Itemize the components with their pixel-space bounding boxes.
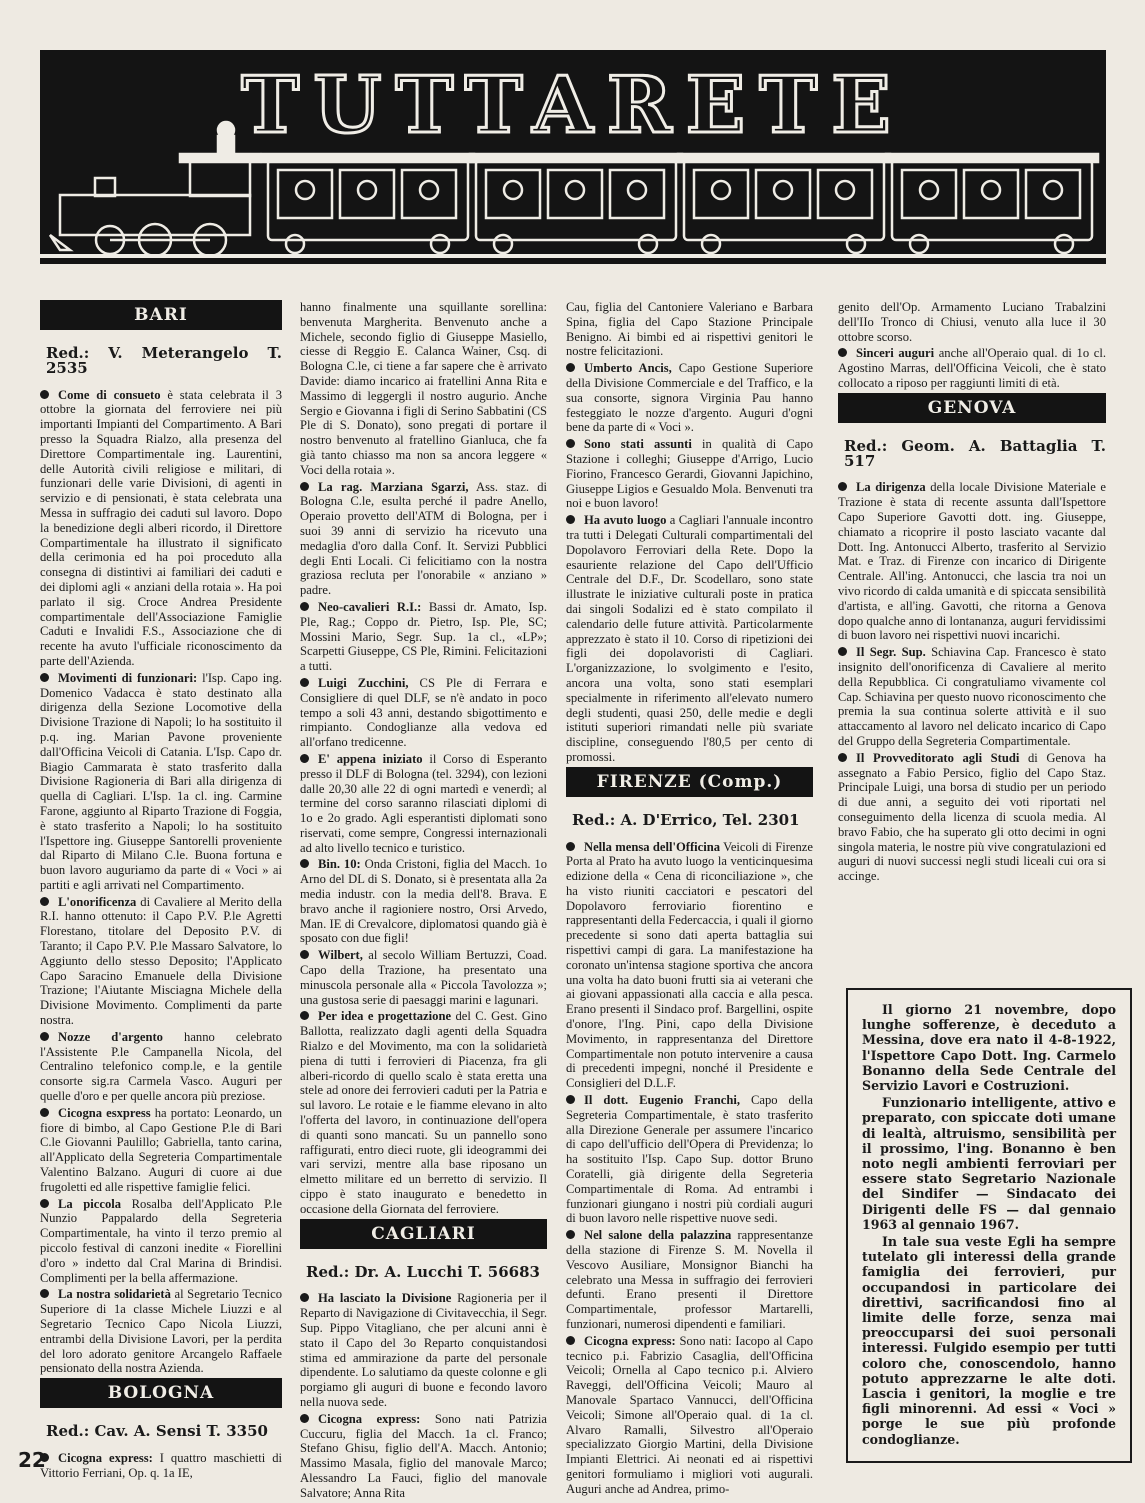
bullet-icon [40, 897, 49, 906]
section-editor-line: Red.: Geom. A. Battaglia T. 517 [844, 436, 1106, 470]
article-text: di Genova ha assegnato a Fabio Persico, figlio del Capo Staz. Principale Luigi, una borsa di studio per un periodo di due anni, a seguito dei voti riportati nel conseguimento della licenza di scuola media. Al bravo Fabio, che ha superato gli otto decimi in ogni singola materia, le nostre più vive congratulazioni ed auguri di nuovi successi negli studi liceali cui ora si accinge. [838, 750, 1106, 884]
article-text: di Cavaliere al Merito della R.I. hanno ottenuto: il Capo P.V. P.le Agretti Florestano, titolare del Deposito P.V. di Taranto; il Capo P.V. P.le Massaro Salvatore, lo Aggiunto dello stesso Deposito; l'Applicato Capo Saracino Emanuele della Divisione Trazione; l'Aiutante Misciagna Michele della Divisione Movimento. Complimenti da parte nostra. [40, 894, 282, 1028]
bullet-icon [838, 647, 847, 656]
obituary-paragraph: In tale sua veste Egli ha sempre tutelato gli interessi della grande famiglia dei ferrovieri, pur occupandosi in particolare dei direttivi, sacrificandosi fino al limite delle forze, senza mai preoccuparsi dei suoi personali interessi. Fulgido esempio per tutti coloro che, conoscendolo, hanno potuto apprezzarne le alte doti. Lascia i genitori, la moglie e tre figli minorenni. Ad essi « Voci » porge le sue più profonde condoglianze. [862, 1234, 1116, 1447]
article-lead: Cicogna esxpress [58, 1105, 151, 1120]
article-lead: Umberto Ancis, [584, 361, 672, 376]
article-lead: Cicogna express: [318, 1411, 421, 1426]
masthead [40, 50, 1106, 264]
article-text: genito dell'Op. Armamento Luciano Trabalzini dell'IIo Tronco di Chiusi, venuto alla luce il 30 ottobre scorso. [838, 300, 1106, 344]
article-paragraph [566, 513, 813, 765]
bullet-icon [300, 1293, 309, 1302]
article-text: Capo Gestione Superiore della Divisione Commerciale e del Traffico, e la sua consorte, signora Virginia Pau hanno festeggiato le nozze d'argento. Auguri d'ogni bene da parte di « Voci ». [566, 361, 813, 435]
article-paragraph [300, 300, 547, 478]
article-lead: Nozze d'argento [58, 1029, 163, 1044]
bullet-icon [566, 439, 575, 448]
bullet-icon [300, 1011, 309, 1020]
article-lead: E' appena iniziato [318, 751, 423, 766]
section-editor-line: Red.: V. Meterangelo T. 2535 [46, 344, 282, 377]
bullet-icon [566, 842, 575, 851]
article-lead: Nel salone della palazzina [584, 1228, 732, 1243]
article-paragraph [838, 300, 1106, 344]
article-lead: Nella mensa dell'Officina [584, 839, 721, 854]
article-text: Sono nati: Iacopo al Capo tecnico p.i. Fabrizio Casaglia, dell'Officina Veicoli; Ornella al Capo tecnico p.i. Alviero Raveggi, dell'Officina Veicoli; Mauro al Manovale Spartaco Vannucci, dell'Officina Veicoli; Simone all'Operaio qual. di 1a cl. Alvaro Ramalli, Silvestro all'Operaio specializzato Giorgio Martini, della Divisione Impianti Elettrici. Ai neonati ed ai rispettivi genitori formuliamo i migliori voti augurali. Auguri anche ad Andrea, primo- [566, 1333, 813, 1496]
bullet-icon [40, 1199, 49, 1208]
article-text: hanno finalmente una squillante sorellina: benvenuta Margherita. Benvenuto anche a Michele, secondo figlio di Giuseppe Masiello, ciesse di Reggio E. Calanca Wainer, Csq. di Bologna C.le, ci tiene a far sapere che è arrivato Davide: diamo incarico ai fratellini Anna Rita e Massimo di leggergli il nostro augurio. Anche Sergio e Giovanna i figli di Serino Sabbatini (CS Ple di S. Donato), sono pregati di portare il nostro benvenuto al fratellino Gianluca, che fa già tanto chiasso ma non sa ancora leggere « Voci della rotaia ». [300, 300, 547, 477]
bullet-icon [300, 754, 309, 763]
article-paragraph [566, 1334, 813, 1497]
article-text: è stata celebrata il 3 ottobre la giornata del ferroviere nei più importanti Impianti del Compartimento. A Bari presso la Squadra Rialzo, alla presenza del Direttore Compartimentale ing. Laurentini, delle Autorità civili religiose e militari, di funzionari delle varie Divisioni, di agenti in servizio e di pensionati, è stata celebrata una Messa in suffragio dei caduti sul lavoro. Dopo la benedizione degli alberi ricordo, il Direttore Compartimentale ha illustrato il significato della cerimonia ed ha poi proceduto alla consegna di distintivi ai familiari dei caduti e dei diplomi agli « anziani della rotaia ». Ha poi parlato il sig. Croce Andrea Presidente compartimentale dell'Associazione Famiglie Caduti e Invalidi F.S., Associazione che di recente ha avuto l'ufficiale riconoscimento da parte dell'Azienda. [40, 387, 282, 668]
bullet-icon [566, 1230, 575, 1239]
bullet-icon [300, 859, 309, 868]
article-lead: La piccola [58, 1196, 122, 1211]
article-paragraph [40, 1030, 282, 1104]
article-lead: Cicogna express: [584, 1333, 676, 1348]
article-text: Capo della Segreteria Compartimentale, è stato trasferito alla Direzione Generale per assumere l'incarico di capo dell'ufficio dell'Opera di Previdenza; lo ha sostituito l'Isp. Capo Sup. dottor Bruno Coratelli, già dirigente della Segreteria Compartimentale di Roma. Ad entrambi i funzionari giungano i nostri più cordiali auguri di buon lavoro nelle rispettive nuove sedi. [566, 1093, 813, 1226]
bullet-icon [300, 950, 309, 959]
article-text: rappresentanze della stazione di Firenze S. M. Novella il Vescovo Ausiliare, Monsignor Bianchi ha celebrato una Messa in suffragio dei ferrovieri defunti. Erano presenti il Direttore Compartimentale, professor Martarelli, funzionari, numerosi dipendenti e familiari. [566, 1228, 813, 1331]
section-heading: FIRENZE (Comp.) [566, 767, 813, 797]
article-text: al Segretario Tecnico Superiore di 1a classe Michele Liuzzi e al Segretario Tecnico Capo Nicola Liuzzi, entrambi della Divisione Lavori, per la perdita del loro adorato genitore Arcangelo Raffaele pensionato della nostra Azienda. [40, 1287, 282, 1376]
article-text: Veicoli di Firenze Porta al Prato ha avuto luogo la venticinquesima edizione della « Cena di riconciliazione », che ha visto riuniti cacciatori e pescatori del Dopolavoro ferroviario fiorentino e rappresentanti della Federcaccia, i quali il giorno precedente si sono dati aperta battaglia sui rispettivi campi di gara. La manifestazione ha coronato un'intensa stagione sportiva che ancora una volta ha dato buoni frutti sia ai veterani che ai giovani appassionati alla caccia e alla pesca. Erano presenti il Sindaco prof. Bargellini, ospite d'onore, l'Ing. Pini, capo della Divisione Movimento, in rappresentanza del Direttore Compartimentale non potuto intervenire a causa di precedenti impegni, nonché il Presidente e Consiglieri del D.L.F. [566, 839, 813, 1091]
article-paragraph [300, 857, 547, 946]
article-paragraph [300, 676, 547, 750]
bullet-icon [838, 482, 847, 491]
bullet-icon [566, 515, 575, 524]
bullet-icon [40, 673, 49, 682]
section-heading: BARI [40, 300, 282, 330]
article-text: anche all'Operaio qual. di 1o cl. Agostino Marras, dell'Officina Veicoli, che è stato collocato a riposo per raggiunti limiti di età. [838, 346, 1106, 390]
column-1 [40, 300, 282, 1483]
bullet-icon [566, 1336, 575, 1345]
article-paragraph [838, 645, 1106, 749]
bullet-icon [300, 482, 309, 491]
column-3 [566, 300, 813, 1499]
article-paragraph [40, 388, 282, 669]
bullet-icon [40, 1108, 49, 1117]
article-paragraph [300, 600, 547, 674]
article-text: Ass. staz. di Bologna C.le, esulta perché il padre Anello, Operaio provetto dell'ATM di Bologna, per i suoi 39 anni di servizio ha ricevuto una medaglia d'oro dalla Conf. It. Servizi Pubblici degli Enti Locali. Ci felicitiamo con la nostra graziosa recluta per l'onorabile « anziano » padre. [300, 479, 547, 598]
section-heading: CAGLIARI [300, 1219, 547, 1249]
article-lead: Il Segr. Sup. [856, 645, 926, 660]
article-lead: Sono stati assunti [584, 437, 692, 452]
article-lead: Per idea e progettazione [318, 1009, 452, 1024]
bullet-icon [40, 390, 49, 399]
obituary-box [846, 988, 1132, 1463]
section-heading: BOLOGNA [40, 1378, 282, 1408]
article-paragraph [40, 1451, 282, 1481]
bullet-icon [300, 602, 309, 611]
article-paragraph [838, 480, 1106, 643]
article-lead: Wilbert, [318, 948, 363, 963]
bullet-icon [300, 678, 309, 687]
bullet-icon [566, 363, 575, 372]
obituary-paragraph: Il giorno 21 novembre, dopo lunghe sofferenze, è deceduto a Messina, dove era nato il 4-8-1922, l'Ispettore Capo Dott. Ing. Carmelo Bonanno della Sede Centrale del Servizio Lavori e Costruzioni. [862, 1002, 1116, 1094]
article-lead: La dirigenza [856, 480, 926, 495]
article-lead: Ha lasciato la Divisione [318, 1291, 452, 1306]
article-paragraph [300, 480, 547, 598]
article-lead: Ha avuto luogo [584, 513, 667, 528]
page-number: 22 [18, 1448, 46, 1472]
article-lead: Sinceri auguri [856, 346, 935, 361]
column-4 [838, 300, 1106, 886]
article-paragraph [40, 1106, 282, 1195]
article-text: Ragioneria per il Reparto di Navigazione di Civitavecchia, il Segr. Sup. Pippo Vitagliano, che per alcuni anni è stato il Capo del 3o Reparto conquistandosi stima ed ammirazione da parte del personale dipendente. Lo salutiamo da queste colonne e gli porgiamo gli auguri di buone e fecondo lavoro nella nuova sede. [300, 1291, 547, 1409]
section-editor-line: Red.: Dr. A. Lucchi T. 56683 [306, 1262, 540, 1281]
article-text: Sono nati Patrizia Cuccuru, figlia del Macch. 1a cl. Franco; Stefano Ghisu, figlio dell'A. Macch. Antonio; Massimo Masala, figlio del manovale Marco; Alessandro La Fauci, figlio del manovale Salvatore; Anna Rita [300, 1411, 547, 1500]
article-text: Cau, figlia del Cantoniere Valeriano e Barbara Spina, figlia del Capo Stazione Principale Benigno. Ai bimbi ed ai rispettivi genitori le nostre felicitazioni. [566, 300, 813, 359]
article-paragraph [300, 1412, 547, 1501]
article-text: Bassi dr. Amato, Isp. Ple, Rag.; Coppo dr. Pietro, Isp. Ple, SC; Mossini Mario, Segr. Sup. 1a cl., «LP»; Scarpetti Giuseppe, CS Ple, Rimini. Felicitazioni a tutti. [300, 599, 547, 674]
bullet-icon [838, 753, 847, 762]
article-paragraph [300, 1009, 547, 1216]
article-lead: Luigi Zucchini, [318, 675, 409, 690]
obituary-paragraph: Funzionario intelligente, attivo e preparato, con spiccate doti umane di lealtà, altruismo, sensibilità per il prossimo, l'ing. Bonanno è ben noto negli ambienti ferroviari per essere stato Segretario Nazionale del Sindifer — Sindacato dei Dirigenti delle FS — dal gennaio 1963 al gennaio 1967. [862, 1095, 1116, 1232]
bullet-icon [40, 1289, 49, 1298]
article-text: Onda Cristoni, figlia del Macch. 1o Arno del DL di S. Donato, si è presentata alla 2a media industr. con la media dell'8. Brava. E bravo anche il ragioniere nostro, Orsi Arvedo, Man. IE di Crevalcore, diplomatosi quando già è sposato con due figli! [300, 857, 547, 946]
article-text: Schiavina Cap. Francesco è stato insignito dell'onorificenza di Cavaliere al merito della Repubblica. Ci congratuliamo vivamente col Cap. Schiavina per questo nuovo riconoscimento che premia la sua continua solerte attività e il suo attaccamento al lavoro nel delicato incarico di Capo del Gruppo della Segreteria Compartimentale. [838, 645, 1106, 748]
train-illustration [40, 50, 1106, 264]
section-editor-line: Red.: Cav. A. Sensi T. 3350 [46, 1422, 268, 1441]
article-lead: L'onorificenza [58, 894, 137, 909]
article-text: CS Ple di Ferrara e Consigliere di quel DLF, se n'è andato in poco tempo a soli 43 anni, destando sbigottimento e rimpianto. Condoglianze alla vedova ed all'orfano tredicenne. [300, 675, 547, 750]
article-lead: Il dott. Eugenio Franchi, [584, 1093, 741, 1108]
bullet-icon [566, 1095, 575, 1104]
article-paragraph [300, 752, 547, 856]
article-text: in qualità di Capo Stazione i colleghi; Giuseppe d'Arrigo, Lucio Fiorino, Francesco Gerardi, Giovanni Japichino, Giuseppe Ligios e Gesualdo Mola. Benvenuti tra noi e buon lavoro! [566, 437, 813, 511]
article-lead: Neo-cavalieri R.I.: [318, 599, 422, 614]
article-lead: Cicogna express: [58, 1450, 153, 1465]
article-paragraph [40, 671, 282, 893]
article-paragraph [566, 361, 813, 435]
article-paragraph [838, 346, 1106, 390]
article-paragraph [566, 1228, 813, 1332]
article-lead: La nostra solidarietà [58, 1287, 171, 1302]
article-text: l'Isp. Capo ing. Domenico Vadacca è stato destinato alla dirigenza della Sezione Locomotive della Divisione Trazione di Napoli; lo ha sostituito il p.q. ing. Marian Pavone proveniente dall'Officina Veicoli di Catania. L'Isp. Capo dr. Biagio Cammarata è stato trasferito dalla Divisione Ragioneria di Bari alla dirigenza di quella di Cagliari. L'Isp. 1a cl. ing. Carmine Farone, aggiunto al Riparto Trazione di Foggia, è stato trasferito a Napoli; lo ha sostituito l'Ispettore ing. Giuseppe Santorelli proveniente dal Riparto di Milano C.le. Buona fortuna e buon lavoro auguriamo da parte di « Voci » ai partiti e agli arrivati nel Compartimento. [40, 670, 282, 892]
article-lead: Movimenti di funzionari: [58, 670, 198, 685]
article-text: al secolo William Bertuzzi, Coad. Capo della Trazione, ha presentato una minuscola personale alla « Piccola Tavolozza »; una gustosa serie di paesaggi marini e lagunari. [300, 948, 547, 1007]
section-editor-line: Red.: A. D'Errico, Tel. 2301 [572, 810, 800, 829]
section-heading: GENOVA [838, 393, 1106, 423]
article-lead: Come di consueto [58, 387, 161, 402]
article-paragraph [566, 1093, 813, 1226]
bullet-icon [40, 1032, 49, 1041]
bullet-icon [838, 348, 847, 357]
article-text: I quattro maschietti di Vittorio Ferriani, Op. q. 1a IE, [40, 1450, 282, 1480]
masthead-title: TUTTARETE [241, 60, 905, 151]
article-text: a Cagliari l'annuale incontro tra tutti i Delegati Culturali compartimentali del Dopolavoro Ferroviari della Rete. Dopo la esauriente relazione del Capo dell'Ufficio Centrale del D.F., Dr. Scodellaro, sono state illustrate le iniziative culturali poste in pratica dai singoli Sodalizi ed è stato compilato il calendario delle future attività. Particolarmente apprezzato è stato il 10. Corso di ripetizioni dei figli dei dopolavoristi di Cagliari. L'organizzazione, lo svolgimento e l'esito, ancora una volta, sono stati esemplari specialmente in riferimento all'elevato numero degli studenti, quasi 250, delle medie e degli istituti superiori rimandati nelle più svariate discipline, conseguendo l'80,5 per cento di promossi. [566, 513, 814, 764]
article-text: Rosalba dell'Applicato P.le Nunzio Pappalardo della Segreteria Compartimentale, ha vinto il terzo premio al piccolo festival di canzoni inedite « Fiorellini d'oro » indetto dal Cral Marina di Brindisi. Complimenti per la bella affermazione. [40, 1196, 282, 1285]
article-paragraph [40, 1287, 282, 1376]
article-text: hanno celebrato l'Assistente P.le Campanella Nicola, del Centralino telefonico comp.le, e la gentile consorte sig.ra Carmela Vasco. Auguri per quelle d'oro e per quelle ancora più preziose. [40, 1029, 282, 1104]
article-paragraph [566, 840, 813, 1092]
article-text: del C. Gest. Gino Ballotta, realizzato dagli agenti della Squadra Rialzo e del Movimento, ma con la solidarietà piena di tutti i ferrovieri di Piacenza, fra gli alberi-ricordo di quello scalo è stata eretta una stele ad onore dei ferrovieri caduti per la Patria e sul lavoro. Le rotaie e le fiamme elevano in alto l'offerta del lavoro, in continuazione dell'opera di quanti sono mancati. Su un pannello sono raffigurati, entro dieci ruote, gli ideogrammi dei vari servizi, mentre alla base riposano un elmetto militare ed un berretto di servizio. Il cippo è stato inaugurato e benedetto in occasione della Giornata del ferroviere. [300, 1009, 547, 1216]
article-text: ha portato: Leonardo, un fiore di bimbo, al Capo Gestione P.le di Bari C.le Giovanni Paulillo; Gabriella, tanto carina, all'Applicato della Segreteria Compartimentale Valentino Balzano. Auguri di cuore ai due frugoletti ed alle rispettive famiglie felici. [40, 1105, 282, 1194]
article-paragraph [566, 300, 813, 359]
column-2 [300, 300, 547, 1503]
article-paragraph [300, 948, 547, 1007]
article-paragraph [40, 1197, 282, 1286]
article-text: il Corso di Esperanto presso il DLF di Bologna (tel. 3294), con lezioni dalle 20,30 alle 22 di ogni martedì e venerdì; al termine del corso saranno rilasciati diplomi di 1o e 2o grado. Agli esperantisti diplomati sono riservati, come sempre, Congressi internazionali ad alto livello tecnico e turistico. [300, 751, 547, 855]
bullet-icon [300, 1414, 309, 1423]
article-lead: La rag. Marziana Sgarzi, [318, 479, 469, 494]
article-paragraph [40, 895, 282, 1028]
article-lead: Bin. 10: [318, 857, 361, 872]
article-paragraph [566, 437, 813, 511]
article-paragraph [838, 751, 1106, 884]
article-text: della locale Divisione Materiale e Trazione è stata di recente assunta dall'Ispettore Capo Superiore Gavotti dott. ing. Giuseppe, chiamato a ricoprire il posto lasciato vacante dal Dott. Ing. Antonucci Alberto, trasferito al Servizio Mat. e Traz. di Firenze con incarico di Dirigente Centrale. All'ing. Antonucci, che lascia tra noi un vivo ricordo di calda umanità e di spiccata sensibilità d'artista, e all'ing. Gavotti, che ritorna a Genova dopo qualche anno di lontananza, auguri fervidissimi di buon lavoro nei rispettivi nuovi incarichi. [838, 480, 1107, 643]
article-paragraph [300, 1291, 547, 1409]
article-lead: Il Provveditorato agli Studi [856, 750, 1020, 765]
